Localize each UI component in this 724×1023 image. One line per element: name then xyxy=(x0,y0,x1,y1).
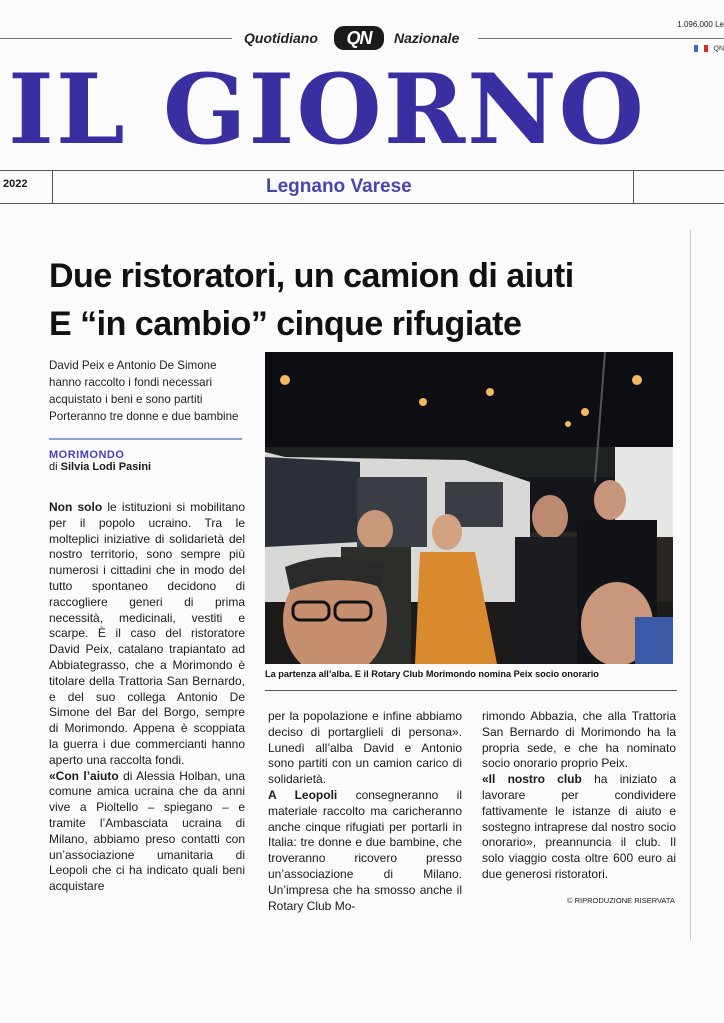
header-rule-right xyxy=(478,38,724,39)
qn-left-label: Quotidiano xyxy=(244,30,318,46)
article-column-1 xyxy=(49,500,245,895)
paragraph-text: per la popolazione e infine abbiamo deciso di portarglieli di persona». Lunedì all’alba David e Antonio sono partiti con un camion carico di solidarietà. xyxy=(268,709,462,787)
paragraph-lead: «Con l’aiuto xyxy=(49,768,119,783)
paragraph-text: rimondo Abbazia, che alla Trattoria San Bernardo di Morimondo ha la propria sede, e che ha nominato socio onorario proprio Peix. xyxy=(482,709,676,771)
caption-rule xyxy=(265,690,677,691)
paragraph-lead: «Il nostro club xyxy=(482,772,582,787)
paragraph xyxy=(49,769,245,895)
flag-red-icon xyxy=(704,45,708,52)
flag-blue-icon xyxy=(694,45,698,52)
edition-section: Legnano Varese xyxy=(266,176,412,197)
masthead-title: IL GIORNO xyxy=(8,53,647,166)
paragraph-text: le istituzioni si mobilitano per il popolo ucraino. Tra le molteplici iniziative di solidarietà del nostro territorio, sono sempre più numerosi i cittadini che in modo del tutto spontaneo decidono di raccogliere generi di prima necessità, medicinali, vestiti e scarpe. È il caso del ristoratore David Peix, catalano trapiantato ad Abbiategrasso, che a Morimondo è titolare della Trattoria San Bernardo, e del suo collega Antonio De Simone del Bar del Borgo, sempre di Morimondo. Appena è scoppiata la guerra i due commercianti hanno aperto una raccolta fondi. xyxy=(49,500,245,767)
article-column-3 xyxy=(482,709,676,883)
summary-line: hanno raccolto i fondi necessari xyxy=(49,376,213,389)
copyright-notice: © RIPRODUZIONE RISERVATA xyxy=(567,896,675,905)
dateline: MORIMONDO xyxy=(49,449,125,461)
edition-rule-bottom xyxy=(0,203,724,204)
paragraph xyxy=(482,709,676,772)
header-rule-left xyxy=(0,38,232,39)
circulation-note: 1.096.000 Le xyxy=(677,20,724,29)
article-column-2 xyxy=(268,709,462,914)
paragraph-text: ha iniziato a lavorare per condividere fattivamente le istanze di aiuto e sostegno intraprese dal nostro socio onorario», preannuncia il club. Il solo viaggio costa oltre 600 euro ai due generosi ristoratori. xyxy=(482,772,676,881)
photo-illustration xyxy=(265,352,673,664)
edition-divider-left xyxy=(52,170,53,204)
flag-mark xyxy=(694,45,724,52)
headline-line-1: Due ristoratori, un camion di aiuti xyxy=(49,257,574,295)
edition-year: 2022 xyxy=(3,178,28,190)
dateline-rule xyxy=(49,438,242,440)
byline xyxy=(49,461,151,473)
paragraph xyxy=(49,500,245,769)
paragraph-lead: A Leopoli xyxy=(268,787,338,802)
byline-prefix: di xyxy=(49,461,58,473)
edition-divider-right xyxy=(633,170,634,204)
summary-line: acquistato i beni e sono partiti xyxy=(49,393,203,406)
article-headline xyxy=(49,252,684,348)
author-name: Silvia Lodi Pasini xyxy=(60,461,152,473)
photo-caption: La partenza all’alba. E il Rotary Club Morimondo nomina Peix socio onorario xyxy=(265,669,599,679)
paragraph-lead: Non solo xyxy=(49,500,103,514)
page-edge xyxy=(690,230,691,940)
edition-rule-top xyxy=(0,170,724,171)
summary-line: Porteranno tre donne e due bambine xyxy=(49,410,239,423)
paragraph xyxy=(482,772,676,883)
qn-logo: QN xyxy=(334,26,384,50)
article-summary xyxy=(49,357,254,425)
headline-line-2: E “in cambio” cinque rifugiate xyxy=(49,305,522,343)
qn-right-label: Nazionale xyxy=(394,30,460,46)
paragraph-text: di Alessia Holban, una comune amica ucraina che da anni vive a Pioltello – spiegano – e tramite l’Ambasciata ucraina di Milano, abbiamo preso contatti con un’associazione umanitaria di Leopoli che ci ha indicato quali beni acquistare xyxy=(49,768,245,894)
article-photo xyxy=(265,352,673,664)
paragraph-text: consegneranno il materiale raccolto ma caricheranno anche cinque rifugiati per portarli in Italia: tre donne e due bambine, che troveranno ricovero presso un’associazione di Milano. Un’impresa che ha smosso anche il Rotary Club Mo- xyxy=(268,787,462,913)
paragraph xyxy=(268,788,462,914)
summary-line: David Peix e Antonio De Simone xyxy=(49,359,217,372)
flag-code: QN xyxy=(713,45,724,53)
paragraph xyxy=(268,709,462,788)
